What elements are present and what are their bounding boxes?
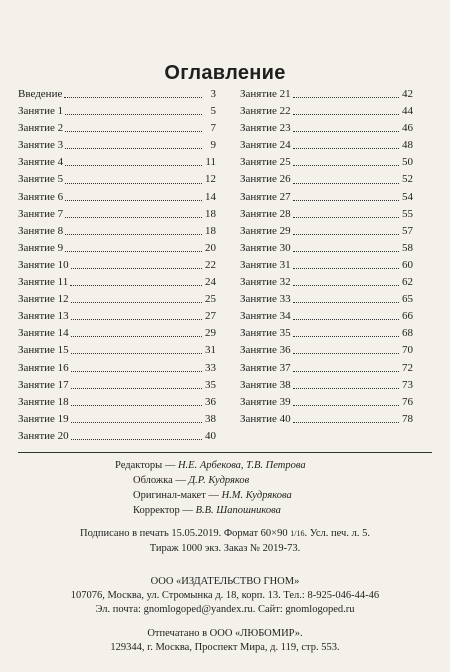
toc-leader-dots	[65, 183, 202, 184]
toc-entry-page: 46	[402, 122, 413, 135]
toc-entry-page: 24	[205, 276, 216, 289]
toc-leader-dots	[71, 388, 202, 389]
toc-entry-page: 33	[205, 361, 216, 374]
credit-cover	[133, 475, 249, 486]
toc-entry-label: Занятие 17	[18, 378, 69, 391]
toc-entry	[240, 206, 413, 223]
toc-leader-dots	[65, 165, 202, 166]
toc-leader-dots	[293, 200, 399, 201]
toc-entry-page: 9	[210, 139, 216, 152]
toc-leader-dots	[293, 183, 399, 184]
toc-leader-dots	[71, 319, 202, 320]
toc-leader-dots	[65, 114, 202, 115]
toc-leader-dots	[293, 302, 399, 303]
toc-entry-label: Занятие 40	[240, 412, 291, 425]
toc-leader-dots	[71, 439, 202, 440]
toc-entry	[240, 137, 413, 154]
toc-entry	[18, 137, 216, 154]
toc-entry-page: 44	[402, 105, 413, 118]
toc-entry	[240, 189, 413, 206]
credit-role: Оригинал-макет —	[133, 490, 219, 501]
toc-entry-label: Занятие 19	[18, 412, 69, 425]
toc-entry-page: 7	[210, 122, 216, 135]
toc-entry-label: Занятие 23	[240, 122, 291, 135]
toc-entry-label: Занятие 8	[18, 224, 64, 237]
toc-entry	[18, 325, 216, 342]
toc-entry	[18, 411, 216, 428]
toc-entry	[240, 274, 413, 291]
toc-entry-label: Занятие 2	[18, 122, 64, 135]
toc-entry-page: 12	[205, 173, 216, 186]
toc-entry-page: 78	[402, 412, 413, 425]
toc-leader-dots	[293, 268, 399, 269]
toc-entry-page: 62	[402, 276, 413, 289]
toc-entry	[240, 120, 413, 137]
toc-entry-page: 3	[210, 88, 216, 100]
toc-leader-dots	[71, 353, 202, 354]
toc-leader-dots	[293, 251, 399, 252]
credit-editors	[115, 460, 306, 471]
toc-leader-dots	[65, 200, 202, 201]
toc-leader-dots	[293, 114, 399, 115]
toc-leader-dots	[293, 371, 399, 372]
toc-entry	[18, 360, 216, 377]
toc-entry-page: 57	[402, 224, 413, 237]
toc-leader-dots	[293, 405, 399, 406]
toc-entry-page: 60	[402, 258, 413, 271]
toc-entry-page: 68	[402, 327, 413, 340]
toc-entry-label: Занятие 3	[18, 139, 64, 152]
toc-entry-label: Занятие 18	[18, 395, 69, 408]
toc-entry	[240, 360, 413, 377]
toc-entry-label: Занятие 13	[18, 310, 69, 323]
toc-entry-label: Занятие 12	[18, 293, 69, 306]
toc-leader-dots	[293, 148, 399, 149]
toc-entry-label: Занятие 15	[18, 344, 69, 357]
page-title: Оглавление	[164, 62, 286, 84]
toc-entry	[18, 308, 216, 325]
toc-leader-dots	[293, 234, 399, 235]
toc-entry-page: 31	[205, 344, 216, 357]
toc-leader-dots	[70, 285, 202, 286]
toc-entry-page: 58	[402, 241, 413, 254]
toc-entry-label: Занятие 6	[18, 190, 64, 203]
credit-name: Н.М. Кудрякова	[221, 490, 292, 501]
toc-leader-dots	[293, 131, 399, 132]
toc-entry-page: 70	[402, 344, 413, 357]
toc-leader-dots	[71, 422, 202, 423]
toc-entry-page: 38	[205, 412, 216, 425]
toc-entry	[240, 291, 413, 308]
credit-corrector	[133, 505, 281, 516]
toc-entry-label: Занятие 39	[240, 395, 291, 408]
toc-entry-label: Занятие 11	[18, 276, 69, 289]
toc-entry-page: 54	[402, 190, 413, 203]
toc-entry-label: Занятие 32	[240, 276, 291, 289]
toc-entry-page: 27	[205, 310, 216, 323]
toc-leader-dots	[65, 217, 202, 218]
toc-entry	[240, 342, 413, 359]
toc-entry	[18, 189, 216, 206]
print-sheets: . Усл. печ. л. 5.	[304, 528, 370, 539]
toc-leader-dots	[65, 251, 202, 252]
credit-name: В.В. Шапошникова	[195, 505, 281, 516]
toc-entry	[240, 325, 413, 342]
credit-name: Н.Е. Арбекова, Т.В. Петрова	[177, 460, 306, 471]
toc-entry	[18, 257, 216, 274]
toc-leader-dots	[71, 268, 202, 269]
toc-entry-label: Занятие 4	[18, 156, 64, 169]
toc-entry-label: Занятие 37	[240, 361, 291, 374]
toc-entry	[240, 223, 413, 240]
toc-entry-page: 18	[205, 207, 216, 220]
credit-name: Д.Р. Кудряков	[188, 475, 250, 486]
toc-entry-page: 20	[205, 241, 216, 254]
toc-leader-dots	[293, 217, 399, 218]
toc-entry-label: Занятие 33	[240, 293, 291, 306]
toc-entry-label: Занятие 10	[18, 258, 69, 271]
toc-entry	[18, 428, 216, 445]
credit-role: Редакторы —	[115, 460, 176, 471]
toc-entry	[240, 411, 413, 428]
toc-entry	[18, 394, 216, 411]
toc-entry	[240, 308, 413, 325]
toc-entry	[18, 86, 216, 103]
toc-entry	[240, 154, 413, 171]
toc-entry	[240, 257, 413, 274]
toc-leader-dots	[65, 234, 202, 235]
toc-leader-dots	[65, 148, 202, 149]
toc-leader-dots	[293, 285, 399, 286]
toc-entry	[18, 206, 216, 223]
toc-leader-dots	[293, 422, 399, 423]
toc-entry-page: 36	[205, 395, 216, 408]
toc-entry	[18, 342, 216, 359]
publisher-address: 107076, Москва, ул. Стромынка д. 18, корп. 13. Тел.: 8-925-046-44-46	[70, 590, 380, 601]
toc-entry-label: Занятие 20	[18, 429, 69, 442]
toc-entry-label: Занятие 36	[240, 344, 291, 357]
toc-entry	[18, 171, 216, 188]
toc-entry-page: 52	[402, 173, 413, 186]
toc-entry-label: Занятие 5	[18, 173, 64, 186]
toc-entry-label: Занятие 27	[240, 190, 291, 203]
toc-entry-page: 66	[402, 310, 413, 323]
toc-entry	[240, 240, 413, 257]
toc-entry-page: 40	[205, 429, 216, 442]
toc-entry-page: 11	[205, 156, 216, 169]
toc-entry-label: Занятие 28	[240, 207, 291, 220]
toc-leader-dots	[293, 319, 399, 320]
toc-entry	[18, 120, 216, 137]
toc-entry	[240, 86, 413, 103]
toc-entry	[18, 291, 216, 308]
print-format: Подписано в печать 15.05.2019. Формат 60×90	[80, 528, 288, 539]
publisher-contacts: Эл. почта: gnomlogoped@yandex.ru. Сайт: gnomlogoped.ru	[95, 604, 355, 615]
toc-leader-dots	[71, 302, 202, 303]
toc-entry-label: Занятие 9	[18, 241, 64, 254]
toc-leader-dots	[293, 336, 399, 337]
toc-entry	[18, 240, 216, 257]
toc-entry-label: Занятие 24	[240, 139, 291, 152]
toc-entry-page: 35	[205, 378, 216, 391]
toc-entry	[240, 103, 413, 120]
credit-layout	[133, 490, 292, 501]
toc-entry	[18, 103, 216, 120]
toc-entry-page: 14	[205, 190, 216, 203]
toc-entry-label: Занятие 25	[240, 156, 291, 169]
toc-entry-label: Занятие 38	[240, 378, 291, 391]
toc-entry-label: Занятие 30	[240, 241, 291, 254]
toc-entry	[18, 223, 216, 240]
toc-leader-dots	[71, 371, 202, 372]
toc-entry	[240, 171, 413, 188]
credit-role: Корректор —	[133, 505, 193, 516]
toc-entry-page: 48	[402, 139, 413, 152]
toc-leader-dots	[293, 388, 399, 389]
toc-leader-dots	[293, 165, 399, 166]
print-info-line2: Тираж 1000 экз. Заказ № 2019-73.	[149, 543, 301, 554]
toc-entry	[18, 274, 216, 291]
publisher-name: ООО «ИЗДАТЕЛЬСТВО ГНОМ»	[150, 576, 300, 587]
toc-column-right	[240, 86, 413, 428]
credit-role: Обложка —	[133, 475, 186, 486]
divider-line	[18, 452, 432, 453]
toc-entry-page: 50	[402, 156, 413, 169]
toc-leader-dots	[71, 336, 202, 337]
toc-leader-dots	[293, 97, 399, 98]
toc-entry-page: 76	[402, 395, 413, 408]
toc-entry-label: Занятие 16	[18, 361, 69, 374]
print-info-line1	[0, 528, 450, 539]
toc-leader-dots	[293, 353, 399, 354]
toc-entry-label: Занятие 14	[18, 327, 69, 340]
toc-entry-page: 5	[210, 105, 216, 118]
printer-address: 129344, г. Москва, Проспект Мира, д. 119, стр. 553.	[110, 642, 340, 653]
toc-entry-page: 29	[205, 327, 216, 340]
toc-entry	[240, 394, 413, 411]
toc-entry-label: Занятие 29	[240, 224, 291, 237]
toc-entry-page: 42	[402, 88, 413, 100]
toc-entry	[18, 154, 216, 171]
toc-entry-page: 55	[402, 207, 413, 220]
toc-entry-label: Занятие 34	[240, 310, 291, 323]
toc-entry-page: 25	[205, 293, 216, 306]
toc-entry-label: Занятие 26	[240, 173, 291, 186]
toc-entry-label: Занятие 1	[18, 105, 64, 118]
toc-leader-dots	[64, 97, 202, 98]
toc-entry-page: 65	[402, 293, 413, 306]
toc-leader-dots	[71, 405, 202, 406]
toc-leader-dots	[65, 131, 202, 132]
toc-entry	[240, 377, 413, 394]
toc-entry-page: 72	[402, 361, 413, 374]
toc-entry	[18, 377, 216, 394]
print-format-fraction: 1/16	[290, 529, 305, 538]
toc-entry-label: Занятие 35	[240, 327, 291, 340]
toc-entry-label: Занятие 31	[240, 258, 291, 271]
toc-entry-page: 73	[402, 378, 413, 391]
toc-entry-label: Занятие 22	[240, 105, 291, 118]
printer-name: Отпечатано в ООО «ЛЮБОМИР».	[147, 628, 303, 639]
toc-entry-page: 22	[205, 258, 216, 271]
toc-column-left	[18, 86, 216, 445]
toc-entry-label: Введение	[18, 88, 63, 100]
toc-entry-page: 18	[205, 224, 216, 237]
toc-entry-label: Занятие 21	[240, 88, 291, 100]
toc-entry-label: Занятие 7	[18, 207, 64, 220]
